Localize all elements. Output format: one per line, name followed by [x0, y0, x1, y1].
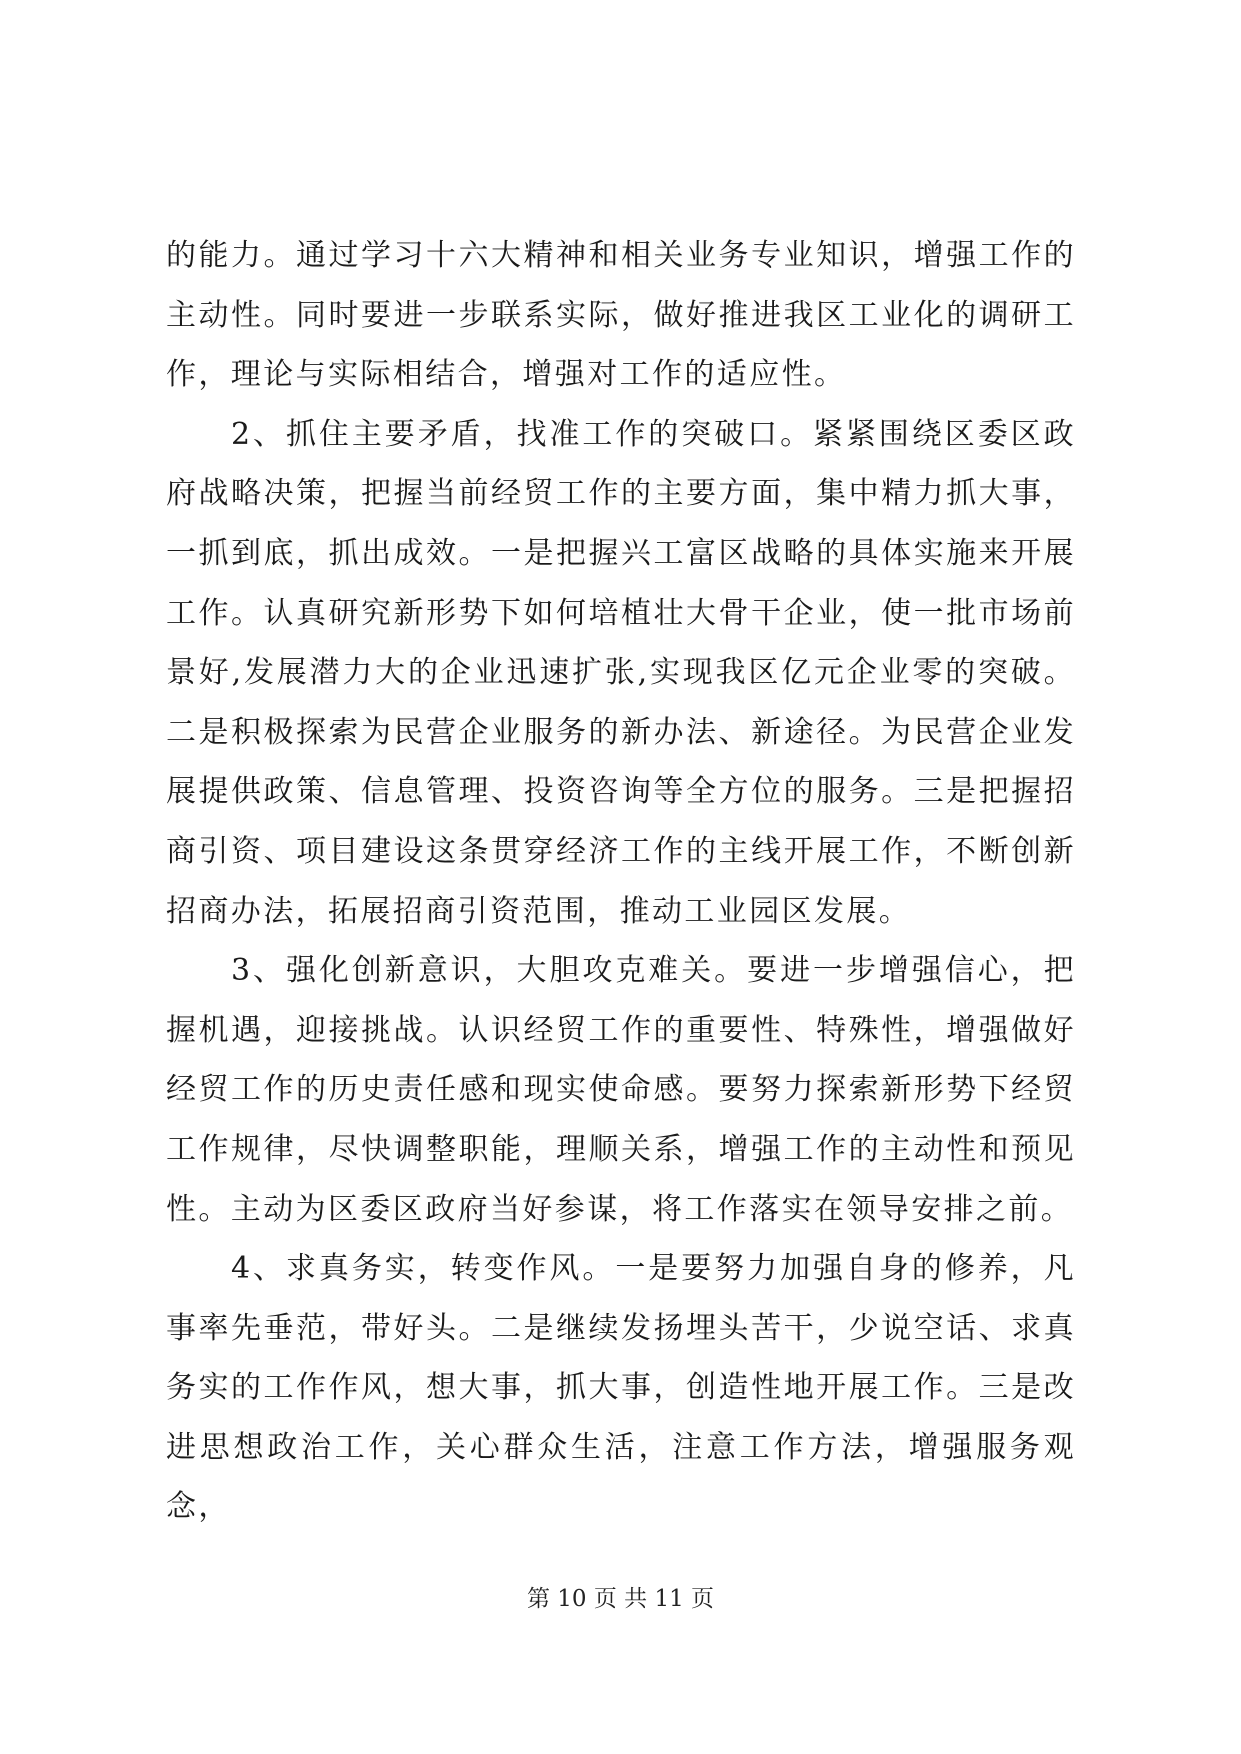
- paragraph-2: 2、抓住主要矛盾，找准工作的突破口。紧紧围绕区委区政府战略决策，把握当前经贸工作的主要方面，集中精力抓大事，一抓到底，抓出成效。一是把握兴工富区战略的具体实施来开展工作。认真研究新形势下如何培植壮大骨干企业，使一批市场前景好,发展潜力大的企业迅速扩张,实现我区亿元企业零的突破。二是积极探索为民营企业服务的新办法、新途径。为民营企业发展提供政策、信息管理、投资咨询等全方位的服务。三是把握招商引资、项目建设这条贯穿经济工作的主线开展工作，不断创新招商办法，拓展招商引资范围，推动工业园区发展。: [166, 416, 1076, 929]
- paragraph-3: 3、强化创新意识，大胆攻克难关。要进一步增强信心，把握机遇，迎接挑战。认识经贸工作的重要性、特殊性，增强做好经贸工作的历史责任感和现实使命感。要努力探索新形势下经贸工作规律，尽快调整职能，理顺关系，增强工作的主动性和预见性。主动为区委区政府当好参谋，将工作落实在领导安排之前。: [166, 953, 1076, 1227]
- page-number-footer: 第 10 页 共 11 页: [526, 1586, 715, 1612]
- paragraph-4: 4、求真务实，转变作风。一是要努力加强自身的修养，凡事率先垂范，带好头。二是继续发扬埋头苦干，少说空话、求真务实的工作作风，想大事，抓大事，创造性地开展工作。三是改进思想政治工作，关心群众生活，注意工作方法，增强服务观念，: [166, 1251, 1076, 1525]
- paragraph-1: 的能力。通过学习十六大精神和相关业务专业知识，增强工作的主动性。同时要进一步联系实际，做好推进我区工业化的调研工作，理论与实际相结合，增强对工作的适应性。: [166, 238, 1076, 393]
- document-body: [166, 226, 1076, 1537]
